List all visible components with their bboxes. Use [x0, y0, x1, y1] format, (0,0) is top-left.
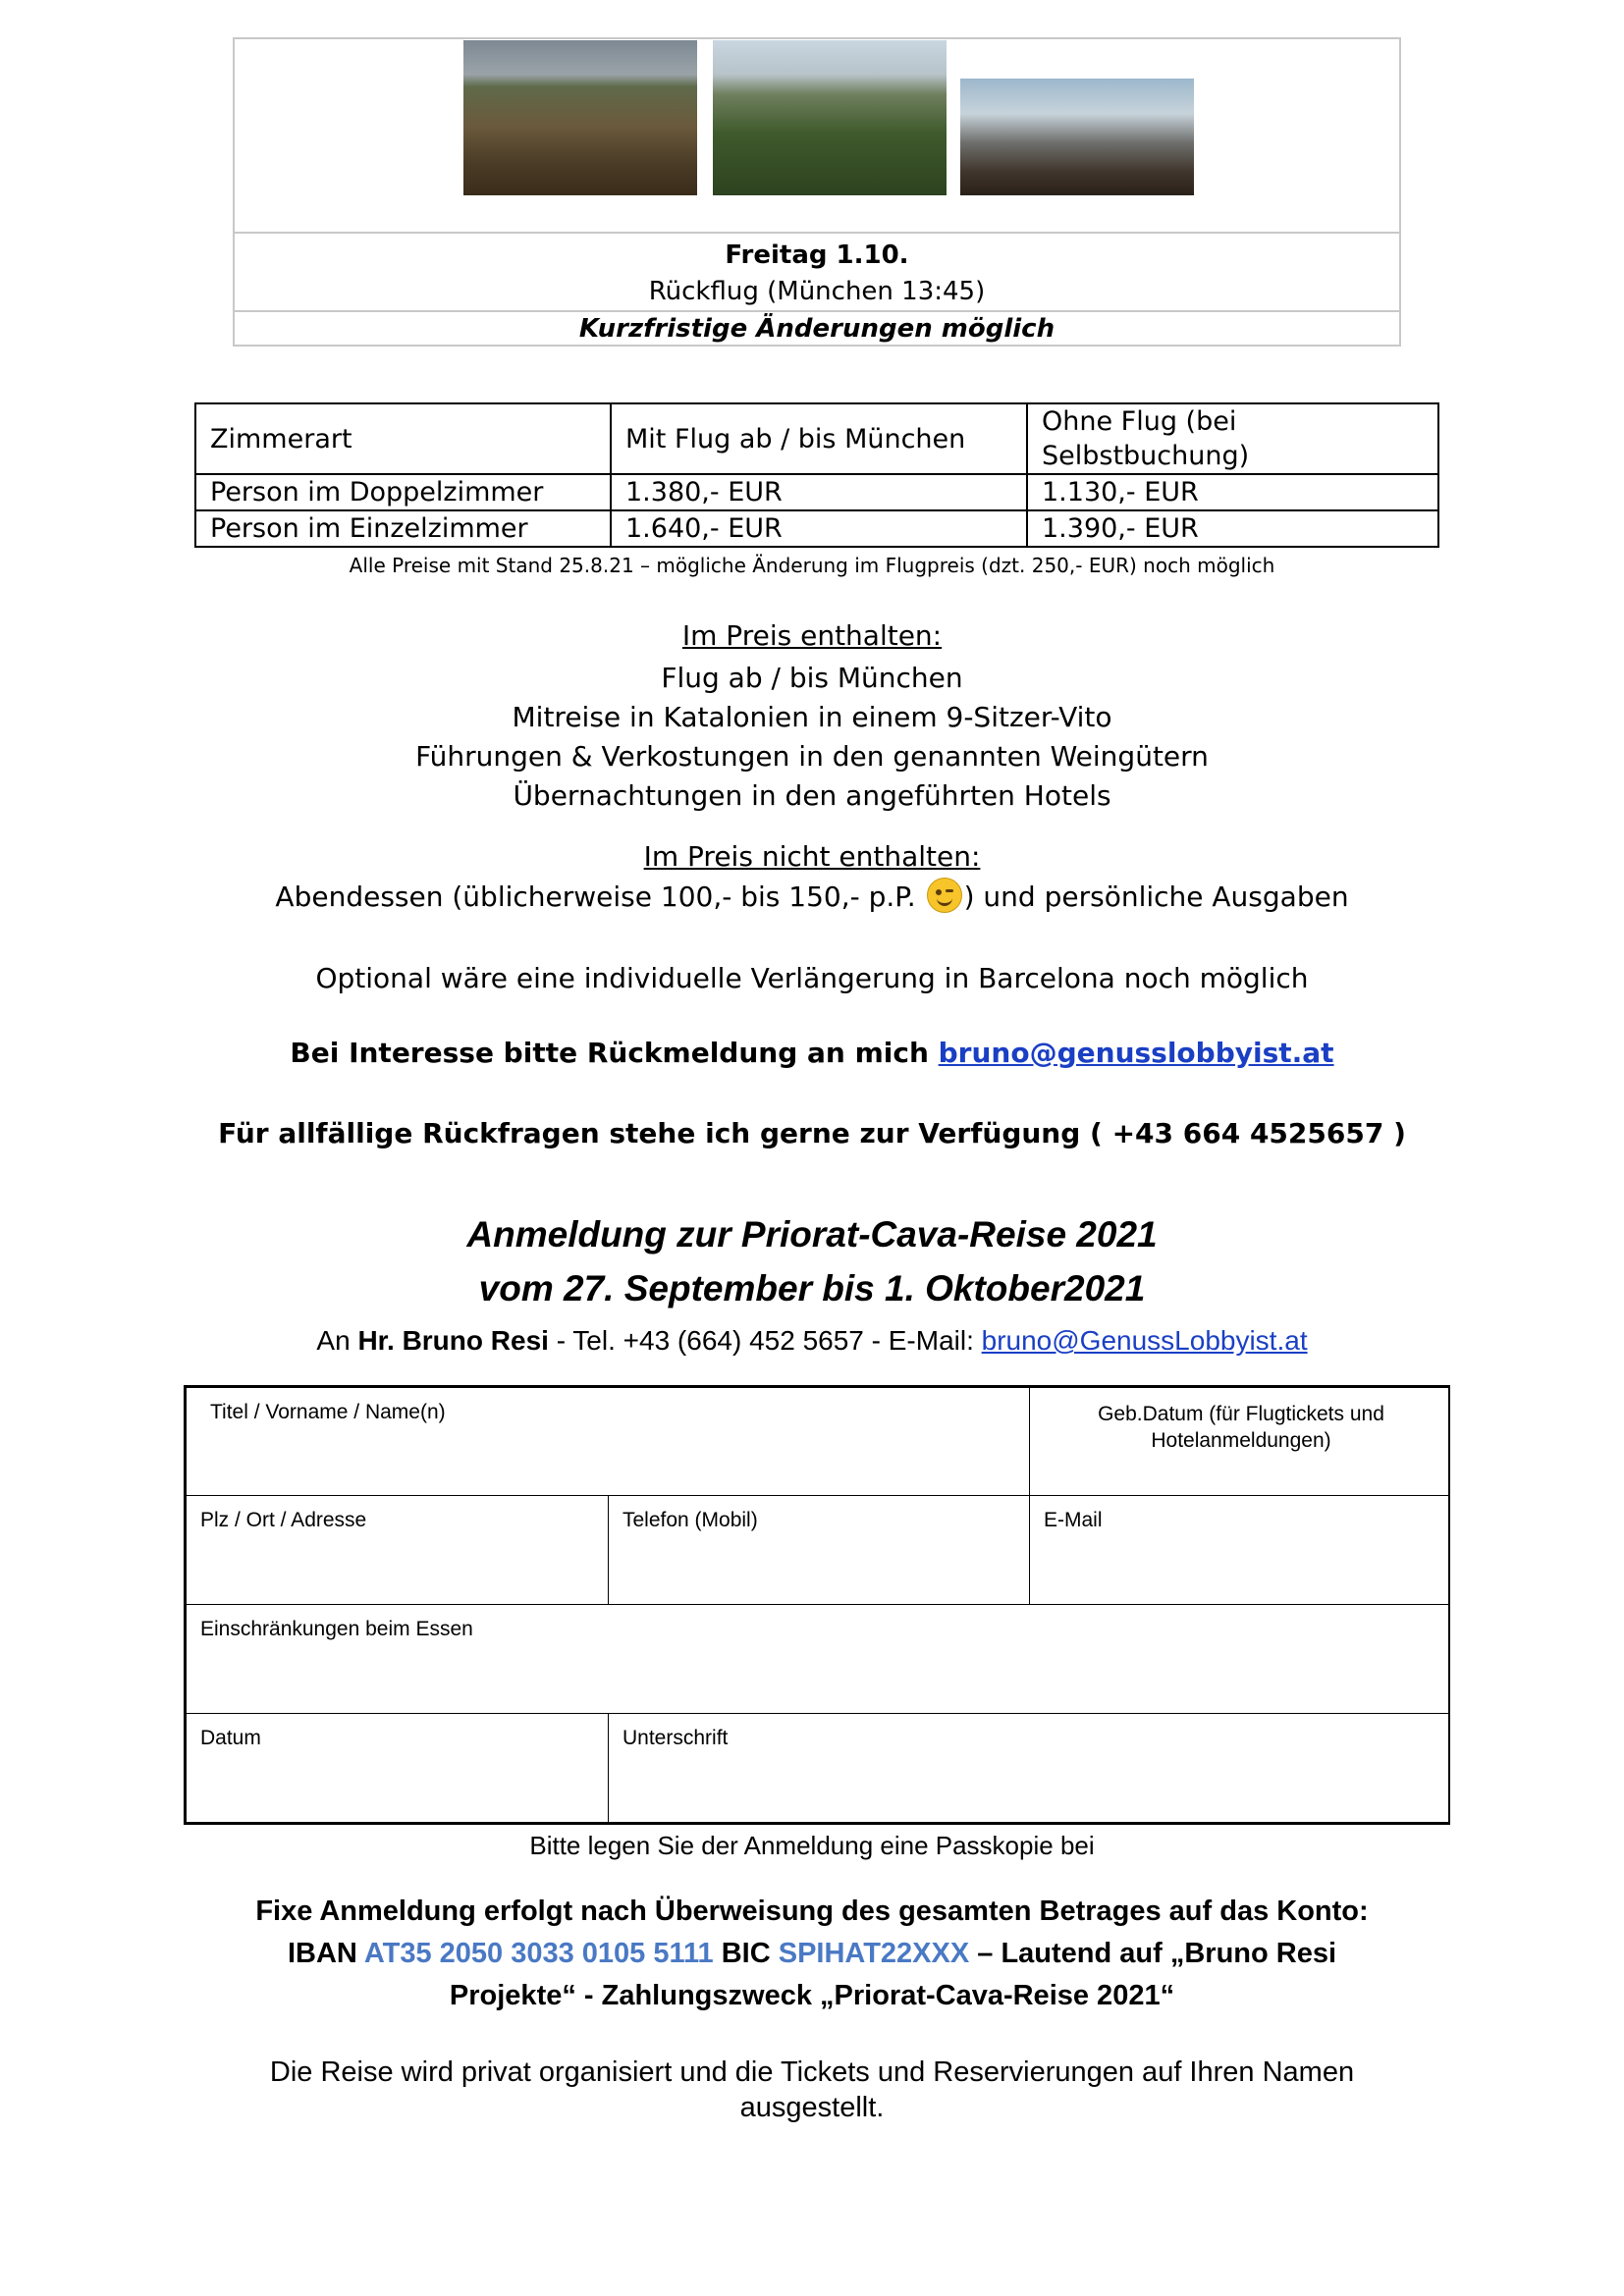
price-note: Alle Preise mit Stand 25.8.21 – mögliche Änderung im Flugpreis (dzt. 250,- EUR) noch möglich [349, 554, 1275, 577]
table-header: Ohne Flug (bei Selbstbuchung) [1027, 403, 1438, 474]
list-item: Mitreise in Katalonien in einem 9-Sitzer-Vito [512, 701, 1112, 733]
phone-field[interactable] [608, 1495, 1030, 1605]
passport-note: Bitte legen Sie der Anmeldung eine Passkopie bei [529, 1831, 1095, 1860]
excluded-text-end: ) und persönliche Ausgaben [963, 881, 1349, 913]
email-field[interactable] [1029, 1495, 1450, 1605]
interest-text: Bei Interesse bitte Rückmeldung an mich [290, 1037, 939, 1069]
registration-form [184, 1385, 1450, 1825]
optional-extension: Optional wäre eine individuelle Verlängerung in Barcelona noch möglich [315, 962, 1309, 994]
name-field[interactable] [186, 1387, 1030, 1496]
closing-note [0, 2055, 1624, 2125]
table-header: Mit Flug ab / bis München [611, 403, 1027, 474]
bic-label: BIC [713, 1938, 779, 1969]
return-flight-text: Rückflug (München 13:45) [648, 277, 986, 306]
address-field[interactable] [186, 1495, 609, 1605]
contact-prefix: An [316, 1325, 358, 1356]
contact-email-link[interactable]: bruno@GenussLobbyist.at [981, 1325, 1308, 1356]
table-cell: 1.130,- EUR [1027, 474, 1438, 510]
excluded-title: Im Preis nicht enthalten: [643, 840, 981, 873]
iban-label: IBAN [287, 1938, 364, 1969]
payment-line-3: Projekte“ - Zahlungszweck „Priorat-Cava-Reise 2021“ [449, 1980, 1175, 2011]
registration-title: Anmeldung zur Priorat-Cava-Reise 2021 [466, 1214, 1158, 1255]
questions-line: Für allfällige Rückfragen stehe ich gerne zur Verfügung ( +43 664 4525657 ) [218, 1117, 1406, 1149]
photo-strip [235, 39, 1399, 234]
phone-label: Telefon (Mobil) [623, 1509, 758, 1531]
table-row [195, 510, 1438, 547]
table-cell: 1.640,- EUR [611, 510, 1027, 547]
date-field[interactable] [186, 1713, 609, 1823]
signature-label: Unterschrift [623, 1727, 729, 1749]
diet-field[interactable] [186, 1604, 1450, 1714]
birthdate-label: Geb.Datum (für Flugtickets und Hotelanmeldungen) [1098, 1403, 1384, 1452]
price-table [194, 402, 1439, 548]
table-cell: Person im Doppelzimmer [195, 474, 611, 510]
changes-notice: Kurzfristige Änderungen möglich [578, 314, 1056, 344]
winery-estate-photo [713, 40, 947, 195]
closing-text: Die Reise wird privat organisiert und die Tickets und Reservierungen auf Ihren Namen ausgestellt. [269, 2056, 1355, 2123]
winking-face-icon [927, 878, 962, 913]
hotel-terrace-photo [960, 79, 1194, 195]
itinerary-box [233, 37, 1401, 347]
payee-start: – Lautend auf „Bruno Resi [969, 1938, 1337, 1969]
excluded-text-start: Abendessen (üblicherweise 100,- bis 150,- p.P. [275, 881, 925, 913]
address-label: Plz / Ort / Adresse [200, 1509, 367, 1531]
bic-value: SPIHAT22XXX [778, 1938, 970, 1969]
contact-name: Hr. Bruno Resi [357, 1325, 549, 1356]
interest-line [0, 1037, 1624, 1069]
included-list [0, 659, 1624, 816]
table-header-row [195, 403, 1438, 474]
table-header: Zimmerart [195, 403, 611, 474]
signature-field[interactable] [608, 1713, 1450, 1823]
date-label: Datum [200, 1727, 261, 1749]
table-cell: 1.380,- EUR [611, 474, 1027, 510]
payment-line-1: Fixe Anmeldung erfolgt nach Überweisung des gesamten Betrages auf das Konto: [255, 1896, 1369, 1927]
notice-row [235, 310, 1399, 347]
list-item: Führungen & Verkostungen in den genannten Weingütern [415, 740, 1209, 773]
table-cell: Person im Einzelzimmer [195, 510, 611, 547]
table-cell: 1.390,- EUR [1027, 510, 1438, 547]
contact-line [0, 1325, 1624, 1357]
table-row [195, 474, 1438, 510]
iban-value: AT35 2050 3033 0105 5111 [363, 1938, 714, 1969]
vineyard-hills-photo [463, 40, 697, 195]
list-item: Flug ab / bis München [661, 662, 963, 694]
name-label: Titel / Vorname / Name(n) [210, 1401, 446, 1423]
included-title: Im Preis enthalten: [681, 619, 943, 652]
payment-line-2 [0, 1938, 1624, 1970]
registration-dates: vom 27. September bis 1. Oktober2021 [478, 1268, 1146, 1308]
email-link[interactable]: bruno@genusslobbyist.at [938, 1037, 1334, 1069]
excluded-text [0, 881, 1624, 916]
list-item: Übernachtungen in den angeführten Hotels [513, 779, 1111, 812]
day-heading: Freitag 1.10. [725, 240, 909, 270]
diet-label: Einschränkungen beim Essen [200, 1618, 473, 1640]
email-label: E-Mail [1044, 1509, 1103, 1531]
contact-details: - Tel. +43 (664) 452 5657 - E-Mail: [548, 1325, 982, 1356]
birthdate-field[interactable] [1029, 1387, 1450, 1496]
